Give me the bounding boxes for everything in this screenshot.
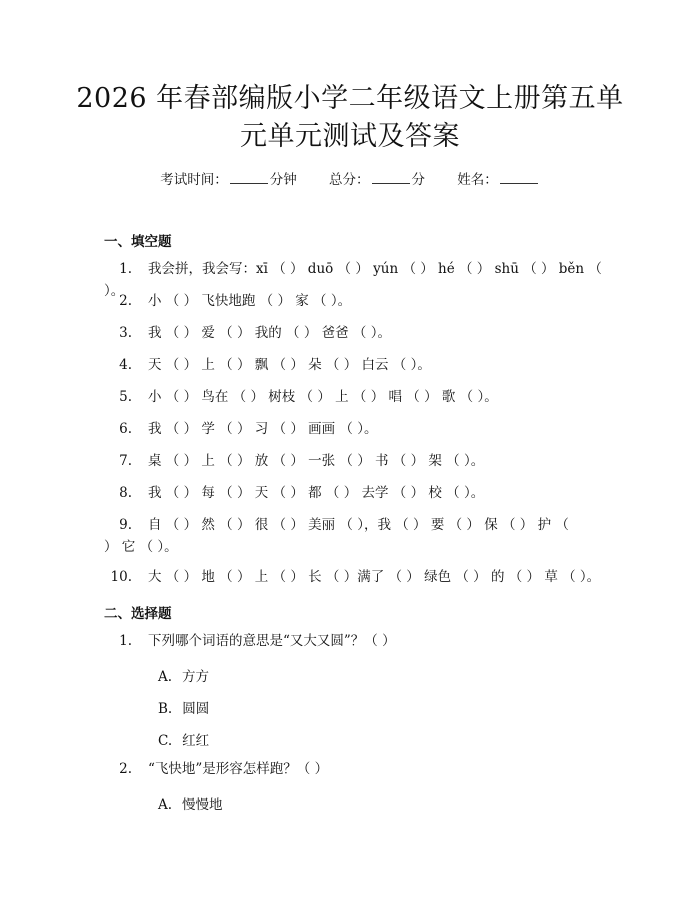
page-title-line2: 元单元测试及答案 [240, 121, 460, 152]
option-item [158, 793, 223, 813]
option-letter: B. [158, 701, 173, 717]
list-item [104, 630, 604, 652]
exam-score-label: 总分： [329, 172, 370, 188]
option-item [158, 665, 209, 685]
list-item [104, 482, 604, 504]
question-text: 下列哪个词语的意思是“又大又圆”？（ ） [148, 633, 396, 649]
question-text: 我 （ ） 每 （ ） 天 （ ） 都 （ ） 去学 （ ） 校 （ ）。 [148, 485, 485, 501]
question-number: 5. [119, 389, 132, 405]
question-number: 9. [119, 517, 132, 533]
section-heading-choice: 二、选择题 [104, 606, 172, 622]
question-text: 我会拼，我会写：xī （ ） duō （ ） yún （ ） hé （ ） shū （ ） běn （ ）。 [104, 261, 602, 299]
list-item [104, 758, 604, 780]
option-item [158, 697, 209, 717]
question-number: 8. [119, 485, 132, 501]
question-text: 桌 （ ） 上 （ ） 放 （ ） 一张 （ ） 书 （ ） 架 （ ）。 [148, 453, 485, 469]
question-number: 2. [119, 761, 132, 777]
exam-time-blank [230, 171, 268, 184]
exam-time [160, 172, 301, 188]
option-text: 方方 [182, 669, 210, 685]
exam-name [457, 172, 540, 188]
exam-name-label: 姓名： [457, 172, 498, 188]
question-text: 小 （ ） 飞快地跑 （ ） 家 （ ）。 [148, 293, 352, 309]
question-text: 大 （ ） 地 （ ） 上 （ ） 长 （ ）满了 （ ） 绿色 （ ） 的 （ ） 草 （ ）。 [148, 569, 601, 585]
exam-score-unit: 分 [411, 172, 425, 188]
option-text: 慢慢地 [182, 797, 223, 813]
question-number: 4. [119, 357, 132, 373]
option-letter: C. [158, 733, 173, 749]
question-number: 1. [119, 633, 132, 649]
question-text: 天 （ ） 上 （ ） 飘 （ ） 朵 （ ） 白云 （ ）。 [148, 357, 431, 373]
question-number: 7. [119, 453, 132, 469]
option-text: 圆圆 [182, 701, 210, 717]
exam-time-label: 考试时间： [160, 172, 228, 188]
option-item [158, 729, 209, 749]
list-item [104, 514, 584, 558]
question-text: “飞快地”是形容怎样跑？（ ） [148, 761, 329, 777]
question-number: 2. [119, 293, 132, 309]
list-item [104, 290, 604, 312]
exam-name-blank [500, 171, 538, 184]
question-number: 6. [119, 421, 132, 437]
list-item [104, 354, 604, 376]
question-text: 我 （ ） 爱 （ ） 我的 （ ） 爸爸 （ ）。 [148, 325, 391, 341]
question-text: 自 （ ） 然 （ ） 很 （ ） 美丽 （ ），我 （ ） 要 （ ） 保 （ ） 护 （ ） 它 （ ）。 [104, 517, 569, 555]
list-item [104, 566, 604, 588]
list-item [104, 386, 604, 408]
option-letter: A. [158, 669, 173, 685]
page-title-line1: 2026 年春部编版小学二年级语文上册第五单 [76, 83, 624, 114]
list-item [104, 450, 604, 472]
question-number: 1. [119, 261, 132, 277]
question-number: 10. [110, 569, 132, 585]
question-number: 3. [119, 325, 132, 341]
list-item [104, 322, 604, 344]
exam-info-row [0, 168, 700, 188]
question-text: 我 （ ） 学 （ ） 习 （ ） 画画 （ ）。 [148, 421, 378, 437]
list-item [104, 418, 604, 440]
exam-time-unit: 分钟 [269, 172, 297, 188]
exam-score [329, 172, 429, 188]
option-letter: A. [158, 797, 173, 813]
section-heading-fill-blank: 一、填空题 [104, 234, 172, 250]
exam-score-blank [372, 171, 410, 184]
option-text: 红红 [182, 733, 210, 749]
question-text: 小 （ ） 鸟在 （ ） 树枝 （ ） 上 （ ） 唱 （ ） 歌 （ ）。 [148, 389, 498, 405]
